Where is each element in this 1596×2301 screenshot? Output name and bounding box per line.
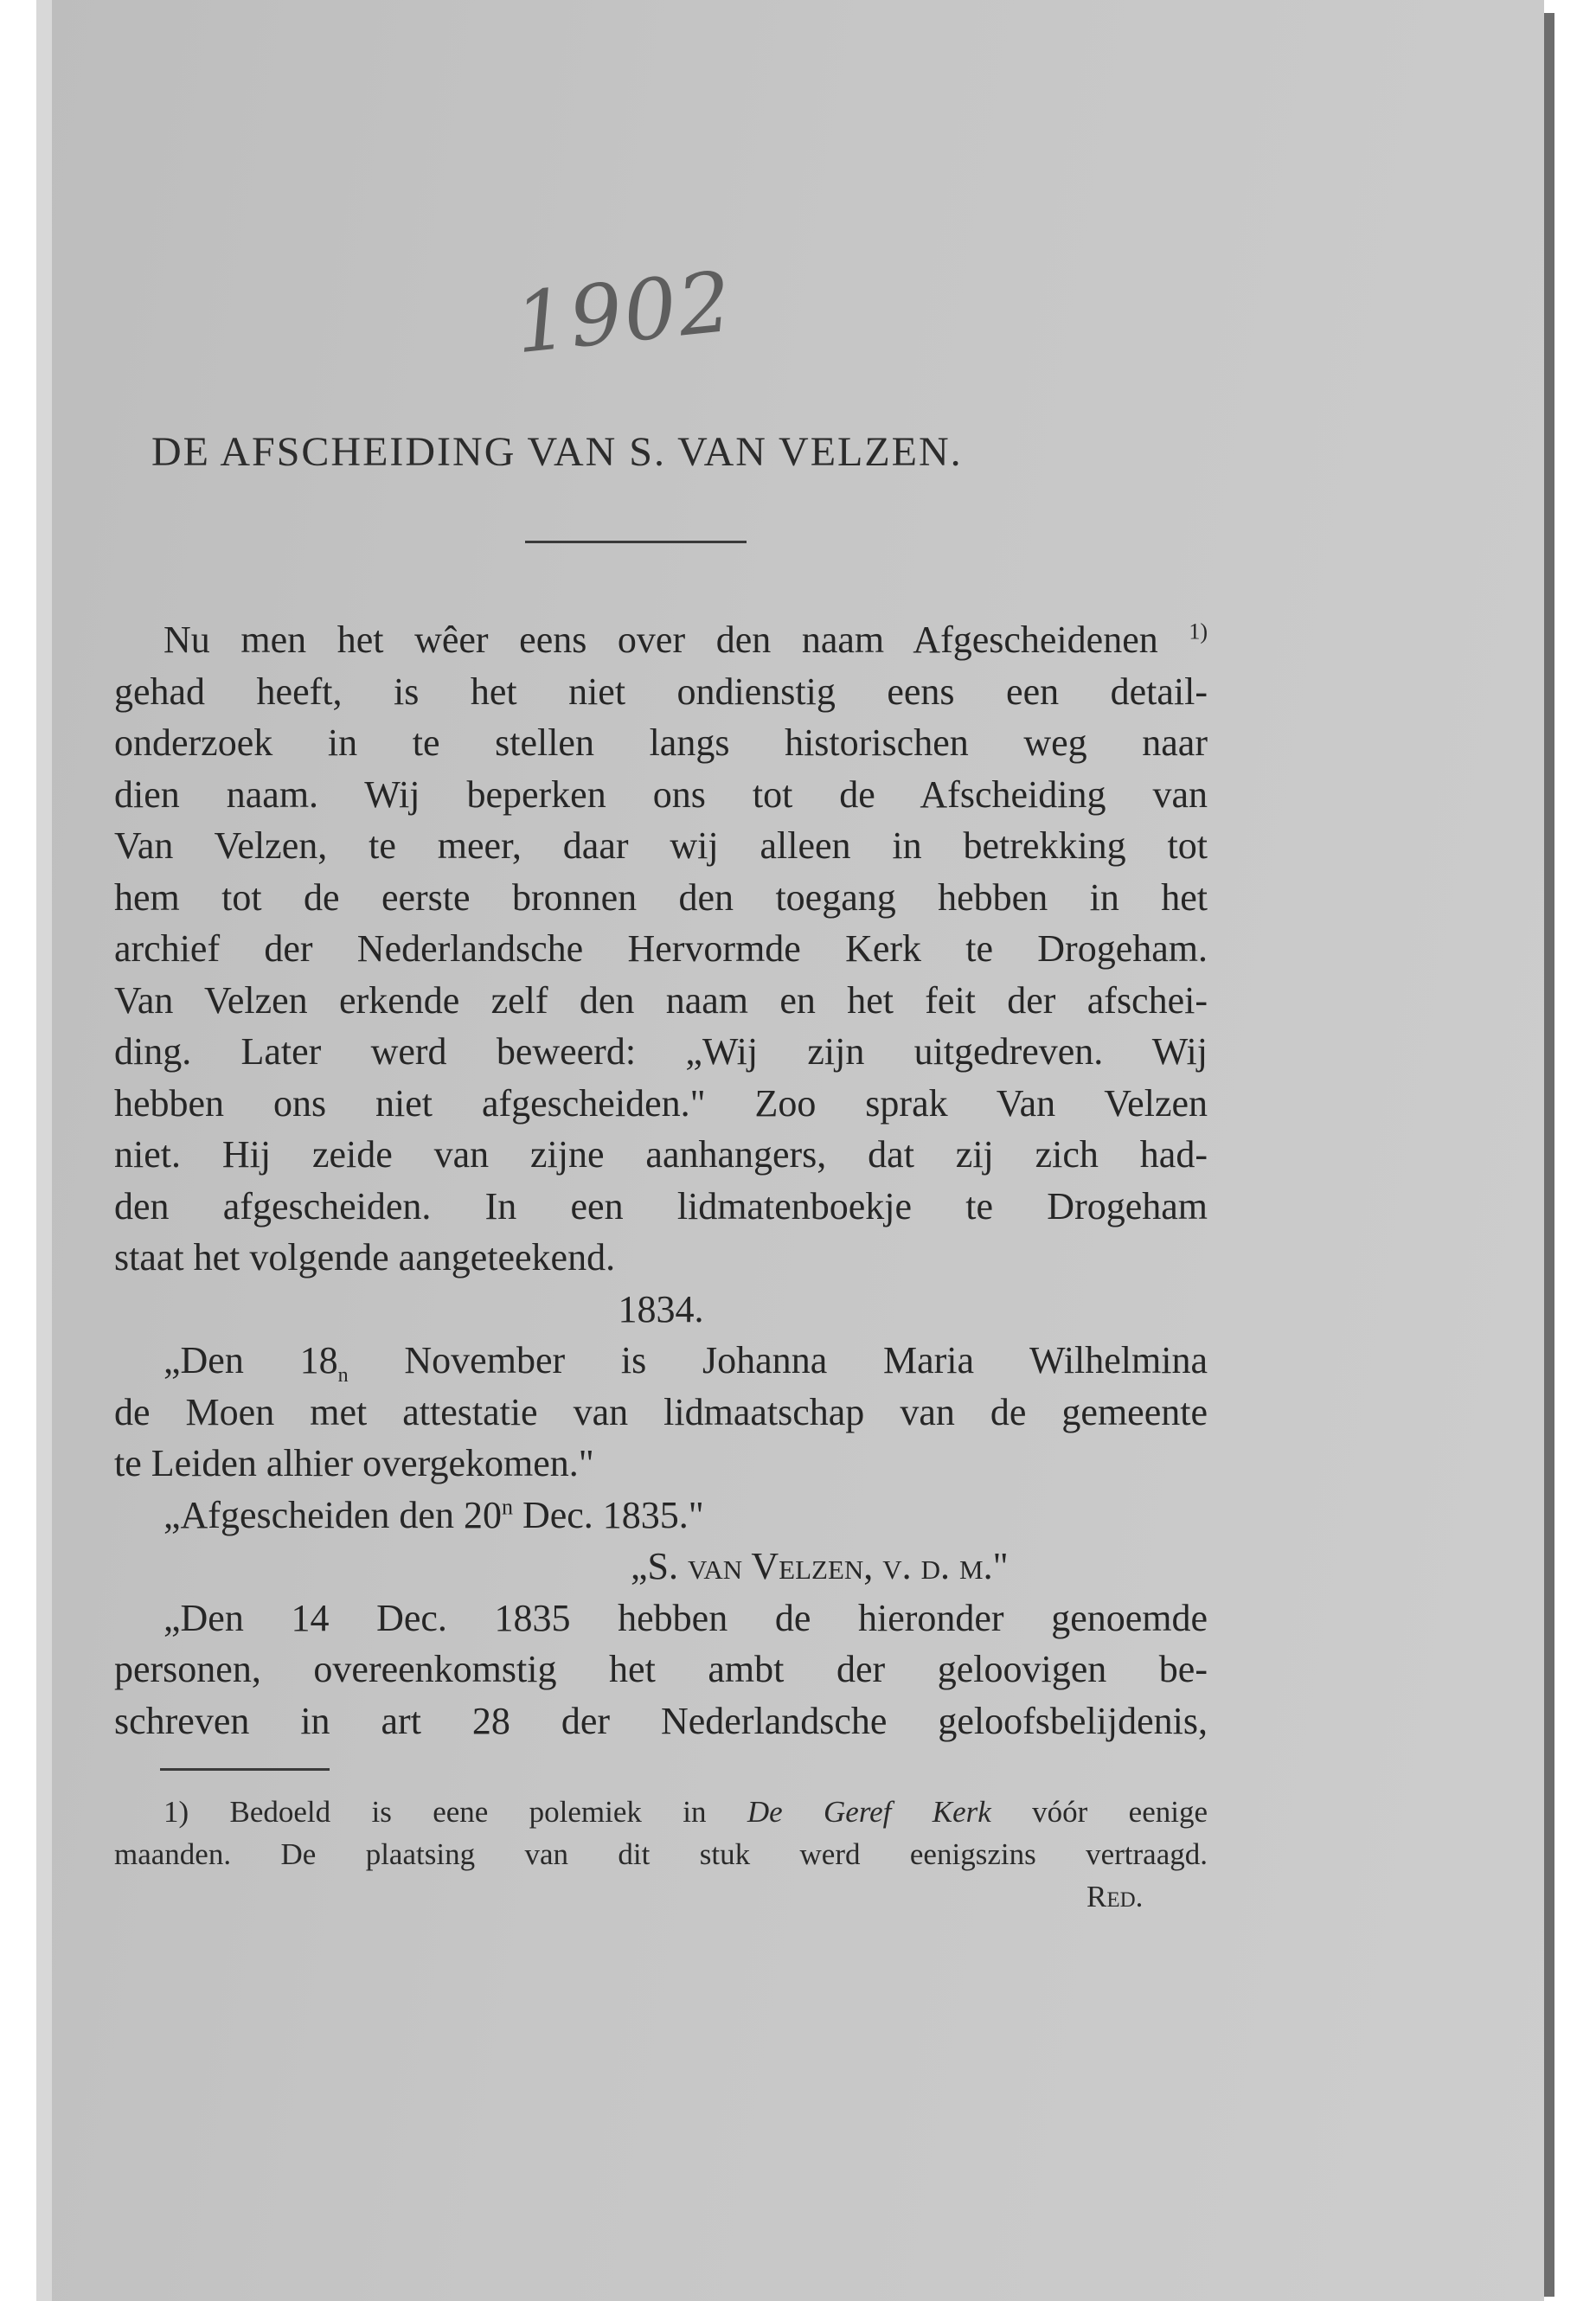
continuation-line: schreven in art 28 der Nederlandsche geloofsbelijdenis, (114, 1699, 1208, 1742)
footnote-line: maanden. De plaatsing van dit stuk werd eenigszins vertraagd. (114, 1837, 1208, 1871)
paragraph-line: ding. Later werd beweerd: „Wij zijn uitgedreven. Wij (114, 1030, 1208, 1073)
record-line: de Moen met attestatie van lidmaatschap van de gemeente (114, 1390, 1208, 1433)
handwritten-year-note: 1902 (510, 253, 738, 373)
page-content (48, 0, 1544, 2301)
paragraph-line: niet. Hij zeide van zijne aanhangers, dat zij zich had- (114, 1133, 1208, 1176)
paragraph-line: hem tot de eerste bronnen den toegang hebben in het (114, 875, 1208, 919)
footnote-marker: 1) (1189, 619, 1208, 644)
record-line: „Afgescheiden den 20$^n$ Dec. 1835." (163, 1493, 704, 1536)
year-heading: 1834. (618, 1287, 704, 1330)
paragraph-line: hebben ons niet afgescheiden." Zoo sprak Van Velzen (114, 1081, 1208, 1125)
paragraph-line: Van Velzen erkende zelf den naam en het feit der afschei- (114, 978, 1208, 1022)
footnote-divider (160, 1768, 330, 1771)
paragraph-line: dien naam. Wij beperken ons tot de Afscheiding van (114, 772, 1208, 816)
paragraph-line: staat het volgende aangeteekend. (114, 1236, 616, 1279)
page-gutter (36, 0, 52, 2301)
title-divider (525, 541, 747, 543)
page-title: DE AFSCHEIDING VAN S. VAN VELZEN. (151, 429, 963, 475)
record-signature: „S. van Velzen, v. d. m." (631, 1545, 1009, 1587)
paragraph-line: Van Velzen, te meer, daar wij alleen in betrekking tot (114, 824, 1208, 867)
paragraph-line: Nu men het wêer eens over den naam Afgescheidenen $^{1)}$ (163, 619, 1208, 661)
page-sheet (48, 0, 1544, 2301)
footnote-line: 1) Bedoeld is eene polemiek in De Geref Kerk vóór eenige (163, 1795, 1208, 1829)
paragraph-line: gehad heeft, is het niet ondienstig eens een detail- (114, 670, 1208, 713)
paragraph-line: den afgescheiden. In een lidmatenboekje te Drogeham (114, 1184, 1208, 1227)
article-body (114, 614, 1208, 1747)
continuation-line: „Den 14 Dec. 1835 hebben de hieronder genoemde (163, 1596, 1208, 1639)
paragraph-line: archief der Nederlandsche Hervormde Kerk te Drogeham. (114, 927, 1208, 970)
footnote-block (114, 1791, 1208, 1918)
footnote-signature: Red. (1086, 1880, 1144, 1913)
record-line: te Leiden alhier overgekomen." (114, 1442, 594, 1484)
continuation-line: personen, overeenkomstig het ambt der geloovigen be- (114, 1648, 1208, 1690)
record-line: „Den $18_n$ November is Johanna Maria Wilhelmina (163, 1339, 1208, 1387)
paragraph-line: onderzoek in te stellen langs historischen weg naar (114, 721, 1208, 764)
page-right-edge (1544, 13, 1554, 2297)
